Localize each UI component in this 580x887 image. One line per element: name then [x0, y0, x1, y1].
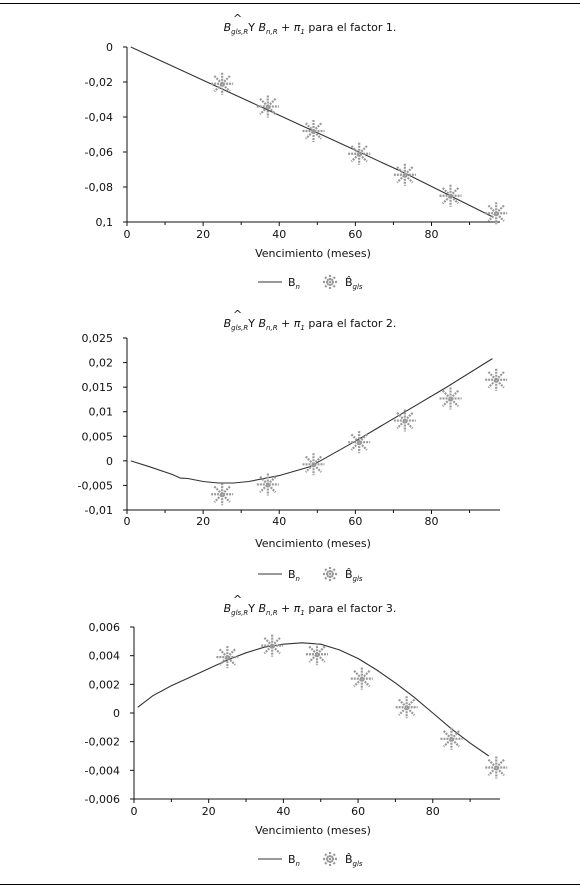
legend — [258, 852, 363, 868]
x-axis-label: Vencimiento (meses) — [255, 537, 371, 550]
gls-marker — [440, 185, 462, 207]
gls-marker — [348, 431, 370, 453]
legend-marker-swatch — [323, 852, 337, 866]
gls-marker — [396, 696, 418, 718]
gls-marker — [211, 73, 233, 95]
y-tick-label: 0 — [106, 41, 113, 54]
gls-marker — [394, 410, 416, 432]
x-tick-label: 0 — [123, 515, 131, 528]
legend — [258, 567, 363, 583]
y-tick-label: -0,002 — [84, 735, 120, 749]
x-tick-label: 80 — [424, 515, 439, 528]
y-tick-label: 0,002 — [88, 678, 120, 692]
legend — [258, 275, 363, 291]
x-tick-label: 0 — [130, 805, 138, 818]
chart-3 — [85, 593, 508, 868]
title-hat: ^ — [233, 308, 243, 321]
gls-marker — [485, 756, 507, 778]
y-tick-label: 0,1 — [95, 216, 113, 229]
y-tick-label: 0,025 — [81, 332, 113, 345]
x-tick-label: 40 — [272, 515, 287, 528]
x-tick-label: 40 — [272, 228, 287, 241]
x-axis-label: Vencimiento (meses) — [255, 824, 371, 837]
y-tick-label: 0,005 — [81, 430, 113, 444]
x-tick-label: 0 — [123, 228, 131, 241]
x-tick-label: 60 — [351, 805, 366, 818]
y-tick-label: -0,006 — [84, 793, 120, 806]
gls-marker — [257, 96, 279, 118]
gls-marker — [485, 202, 507, 224]
gls-marker — [440, 387, 462, 409]
gls-marker — [211, 483, 233, 505]
legend-label-bn: $B_n$ — [288, 276, 300, 291]
series-line-bn — [138, 643, 489, 756]
chart-2 — [78, 308, 508, 583]
y-tick-label: 0,01 — [88, 405, 113, 419]
gls-marker — [303, 453, 325, 475]
chart-title: $B_{gls,R}Y$ $B_{n,R} + \pi_1$ para el factor 3. — [223, 602, 397, 617]
y-tick-label: -0,01 — [84, 504, 113, 517]
y-tick-label: 0,02 — [88, 356, 113, 370]
gls-marker — [257, 473, 279, 495]
y-tick-label: 0,004 — [88, 649, 120, 663]
x-tick-label: 40 — [276, 805, 291, 818]
legend-label-bn: $B_n$ — [288, 568, 300, 583]
legend-marker-swatch — [323, 275, 337, 289]
y-tick-label: 0 — [113, 707, 120, 720]
y-tick-label: -0,04 — [84, 111, 113, 124]
gls-marker — [261, 635, 283, 657]
title-hat: ^ — [233, 12, 243, 25]
title-hat: ^ — [233, 593, 243, 606]
y-tick-label: -0,004 — [84, 764, 120, 778]
gls-marker — [306, 643, 328, 665]
x-tick-label: 80 — [424, 228, 439, 241]
legend-label-gls: $B̂_{gls}$ — [345, 853, 363, 868]
gls-marker — [485, 369, 507, 391]
gls-marker — [216, 646, 238, 668]
x-tick-label: 20 — [196, 515, 211, 528]
chart-title: $B_{gls,R}Y$ $B_{n,R} + \pi_1$ para el factor 2. — [223, 317, 397, 332]
legend-label-gls: $B̂_{gls}$ — [345, 568, 363, 583]
legend-label-bn: $B_n$ — [288, 853, 300, 868]
y-tick-label: -0,02 — [84, 76, 113, 89]
y-tick-label: 0,015 — [81, 381, 113, 395]
x-tick-label: 20 — [196, 228, 211, 241]
y-tick-label: 0,006 — [88, 621, 120, 634]
x-tick-label: 60 — [348, 228, 363, 241]
y-tick-label: -0,08 — [84, 181, 113, 194]
gls-marker — [303, 120, 325, 142]
gls-marker — [348, 143, 370, 165]
x-tick-label: 80 — [425, 805, 440, 818]
y-tick-label: -0,005 — [77, 479, 113, 493]
bottom-rule — [0, 884, 580, 885]
gls-marker — [440, 728, 462, 750]
y-tick-label: -0,06 — [84, 146, 113, 159]
legend-marker-swatch — [323, 567, 337, 581]
legend-label-gls: $B̂_{gls}$ — [345, 276, 363, 291]
chart-title: $B_{gls,R}Y$ $B_{n,R} + \pi_1$ para el factor 1. — [223, 21, 397, 36]
x-tick-label: 60 — [348, 515, 363, 528]
chart-1 — [85, 12, 508, 291]
x-axis-label: Vencimiento (meses) — [255, 247, 371, 260]
gls-marker — [394, 164, 416, 186]
y-tick-label: 0 — [106, 454, 113, 468]
x-tick-label: 20 — [201, 805, 216, 818]
gls-marker — [351, 668, 373, 690]
